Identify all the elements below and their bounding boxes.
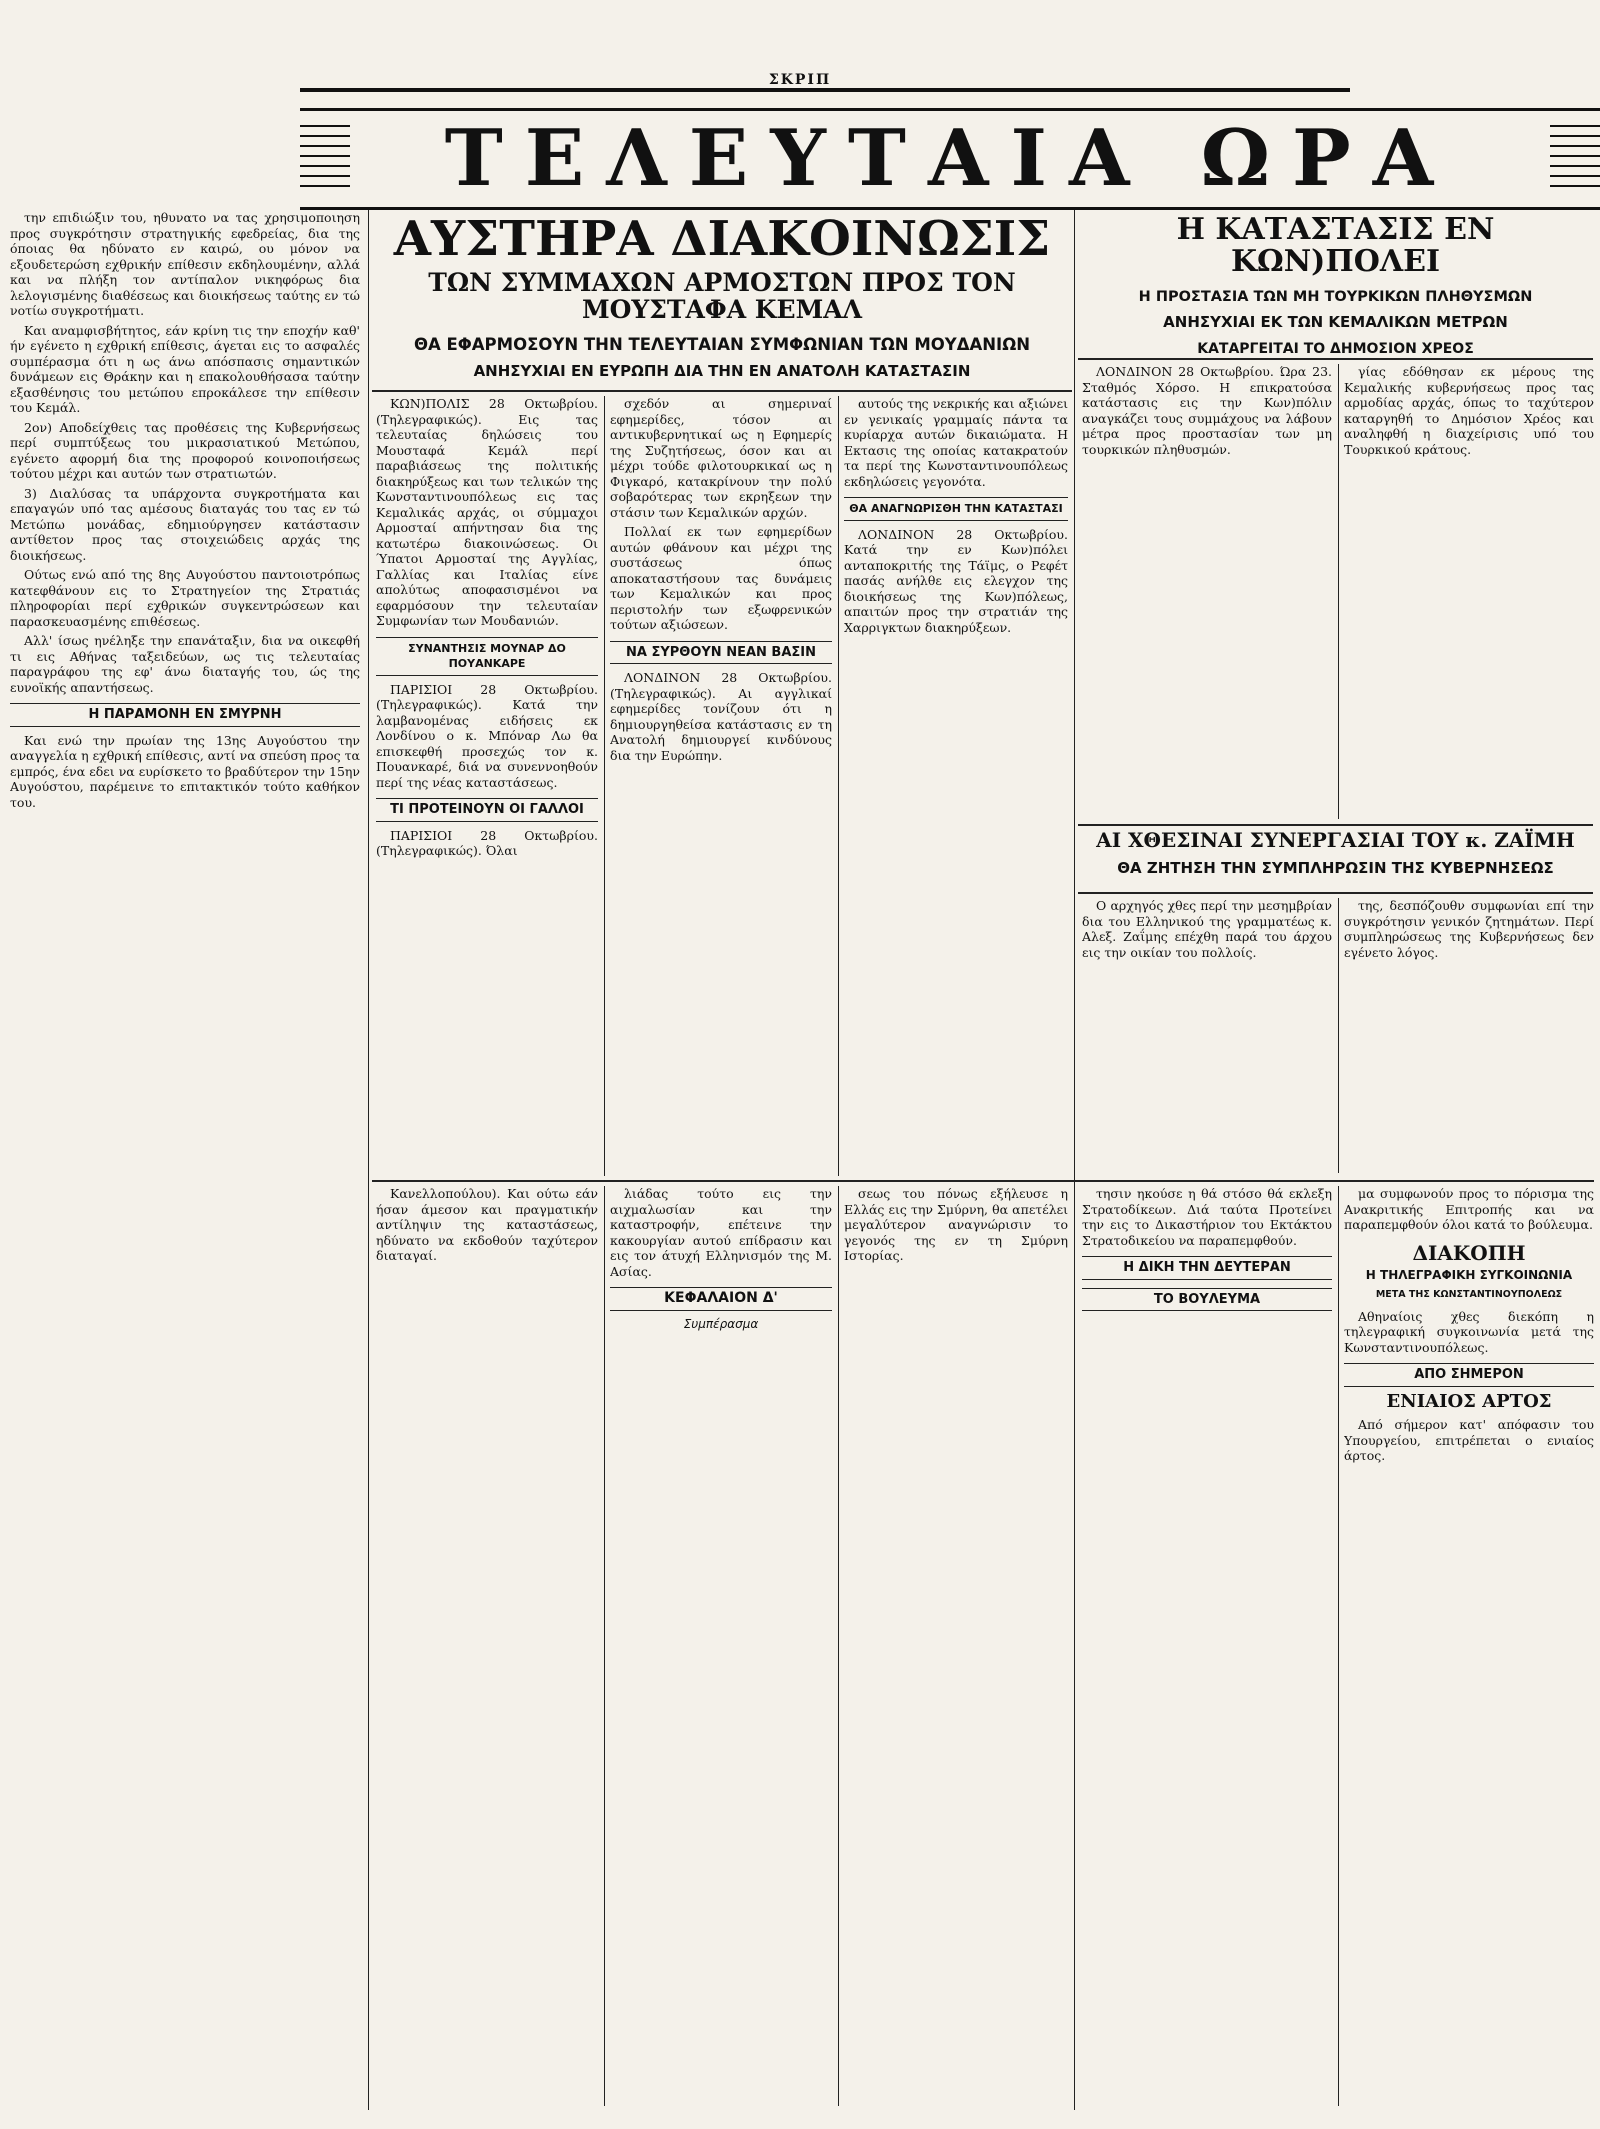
main-subhead-2: ΑΝΗΣΥΧΙΑΙ ΕΝ ΕΥΡΩΠΗ ΔΙΑ ΤΗΝ ΕΝ ΑΝΑΤΟΛΗ ΚΑΤΑΣΤΑΣΙΝ (473, 361, 971, 380)
main-subhead-1: ΘΑ ΕΦΑΡΜΟΣΟΥΝ ΤΗΝ ΤΕΛΕΥΤΑΙΑΝ ΣΥΜΦΩΝΙΑΝ ΤΩΝ ΜΟΥΔΑΝΙΩΝ (413, 334, 1031, 354)
lower-col-i-heading: Η ΔΙΚΗ ΤΗΝ ΔΕΥΤΕΡΑΝ (1082, 1256, 1332, 1280)
right-col-e (1344, 364, 1594, 819)
left-paragraph-1: Και αναμφισβήτητος, εάν κρίνη τις την εποχήν καθ' ήν εγένετο η εχθρική επίθεσις, άγεται εις το ασφαλές συμπέρασμα ότι η ως άνω απόσπασις σημαντικών δυνάμεων εις Θράκην και η επακολουθήσασα ταύτην εξασθένησις του μετώπου επροκάλεσε την επίθεσιν του Κεμάλ. (10, 322, 360, 415)
column-rule (838, 1186, 839, 2106)
right-headline-block (1078, 210, 1593, 355)
right-headline-2-sub: ΘΑ ΖΗΤΗΣΗ ΤΗΝ ΣΥΜΠΛΗΡΩΣΙΝ ΤΗΣ ΚΥΒΕΡΝΗΣΕΩΣ (1117, 859, 1554, 877)
top-label: ΣΚΡΙΠ (768, 72, 832, 88)
main-col-b-text-2: Πολλαί εκ των εφημερίδων αυτών φθάνουν και μέχρι της συστάσεως όπως αποκαταστήσουν τας δυνάμεις των Κεμαλικών και προς περιστολήν των εξωφρενικών τούτων αξιώσεων. (610, 524, 832, 632)
main-col-a-text-2: ΠΑΡΙΣΙΟΙ 28 Οκτωβρίου. (Τηλεγραφικώς). Κατά την λαμβανομένας ειδήσεις εκ Λονδίνου ο κ. Μπόναρ Λω θα επισκεφθή προσεχώς τον κ. Πουανκαρέ, διά να συνεννοηθούν περί της νέας καταστάσεως. (376, 681, 598, 790)
lower-col-j-heading-5: ΕΝΙΑΙΟΣ ΑΡΤΟΣ (1386, 1390, 1552, 1412)
main-col-a-heading-2: ΤΙ ΠΡΟΤΕΙΝΟΥΝ ΟΙ ΓΑΛΛΟΙ (376, 798, 598, 822)
left-paragraph-5: Αλλ' ίσως ηνέληξε την επανάταξιν, δια να οικεφθή τι εις Αθήνας ταξειδεύων, ως τις τελευταίας παραγράφου της εφ' άνω διαταγής του, ώς της ευνοϊκής απαντήσεως. (10, 633, 360, 695)
left-section-heading: Η ΠΑΡΑΜΟΝΗ ΕΝ ΣΜΥΡΝΗ (10, 703, 360, 727)
right-section-rule (1078, 824, 1593, 826)
lower-col-j-text-3: Από σήμερον κατ' απόφασιν του Υπουργείου, επιτρέπεται ο ενιαίος άρτος. (1344, 1417, 1594, 1464)
main-col-b (610, 396, 832, 1176)
lower-col-i-heading-2: ΤΟ ΒΟΥΛΕΥΜΑ (1082, 1288, 1332, 1312)
left-paragraph-4: Ούτως ενώ από της 8ης Αυγούστου παντοιοτρόπως κατεφθάνουν εις το Στρατηγείον της Στρατιάς πληροφορίαι περί εχθρικών συγκεντρώσεων και παρασκευασμένης επιθέσεως. (10, 567, 360, 629)
masthead-ornament-right (1550, 117, 1600, 201)
right-col-e2 (1344, 898, 1594, 1173)
main-col-a-text: ΚΩΝ)ΠΟΛΙΣ 28 Οκτωβρίου. (Τηλεγραφικώς). Εις τας τελευταίας δηλώσεις του Μουσταφά Κεμάλ περί παραβιάσεως της πολιτικής διακηρύξεως και των τελικών της Κωνσταντινουπόλεως εις τας Κεμαλικάς αρχάς, οι σύμμαχοι Αρμοσταί απήντησαν δια της κατωτέρω διακοινώσεως. Οι Ύπατοι Αρμοσταί της Αγγλίας, Γαλλίας και Ιταλίας είνε απολύτως αποφασισμένοι να εφαρμόσουν την τελευταίαν Συμφωνίαν των Μουδανιών. (376, 396, 598, 628)
masthead (300, 108, 1600, 210)
right-col-d2-text: Ο αρχηγός χθες περί την μεσημβρίαν δια του Ελληνικού της γραμματέως κ. Αλεξ. Ζαΐμης επέχθη παρά του άρχου εις την οικίαν του πολλοίς. (1082, 898, 1332, 960)
right-col-e2-text: της, δεσπόζουθν συμφωνίαι επί την συγκρότησιν γενικόν ζητημάτων. Περί συμπληρώσεως της Κυβερνήσεως δεν εγένετο λόγος. (1344, 898, 1594, 960)
main-col-a-text-3: ΠΑΡΙΣΙΟΙ 28 Οκτωβρίου. (Τηλεγραφικώς). Όλαι (376, 827, 598, 858)
main-col-a-heading: ΣΥΝΑΝΤΗΣΙΣ ΜΟΥΝΑΡ ΔΟ ΠΟΥΑΝΚΑΡΕ (376, 637, 598, 676)
right-subhead-1: Η ΠΡΟΣΤΑΣΙΑ ΤΩΝ ΜΗ ΤΟΥΡΚΙΚΩΝ ΠΛΗΘΥΣΜΩΝ (1138, 289, 1533, 305)
main-headline-rule (372, 390, 1072, 392)
lower-col-j-text: μα συμφωνούν προς το πόρισμα της Ανακριτικής Επιτροπής και να παραπεμφθούν όλοι κατά το βούλευμα. (1344, 1186, 1594, 1232)
lower-col-i (1082, 1186, 1332, 2106)
top-rule (300, 88, 1350, 92)
column-rule (368, 210, 369, 2110)
left-paragraph-3: 3) Διαλύσας τα υπάρχοντα συγκροτήματα και επαγαγών υπό τας αμέσους διαταγάς του τας εν τώ Μετώπω μονάδας, εδημιούργησεν κατάστασιν αντίθετον προς τας στοιχειώδεις αρχάς της διοικήσεως. (10, 485, 360, 563)
lower-col-j-heading-4: ΑΠΟ ΣΗΜΕΡΟΝ (1344, 1363, 1594, 1387)
lower-col-g-text: λιάδας τούτο εις την αιχμαλωσίαν και την καταστροφήν, επέτεινε την κακουργίαν αυτού επίδρασιν και εις τον άτυχή Ελληνισμόν της Μ. Ασίας. (610, 1186, 832, 1279)
main-col-c-heading: ΘΑ ΑΝΑΓΝΩΡΙΣΘΗ ΤΗΝ ΚΑΤΑΣΤΑΣΙ (844, 497, 1068, 521)
column-rule (838, 396, 839, 1176)
right-headline-2: ΑΙ ΧΘΕΣΙΝΑΙ ΣΥΝΕΡΓΑΣΙΑΙ ΤΟΥ κ. ΖΑΪΜΗ (1096, 828, 1575, 852)
main-col-c (844, 396, 1068, 1176)
lower-col-i-text: τησιν ηκούσε η θά στόσο θά εκλεξη Στρατοδίκεων. Διά ταύτα Προτείνει την εις το Δικαστήριον του Εκτάκτου Στρατοδικείου να παραπεμφθούν. (1082, 1186, 1332, 1248)
lower-col-h (844, 1186, 1068, 2106)
left-intro: την επιδιώξιν του, ηθυνατο να τας χρησιμοποιηση προς συγκρότησιν στρατηγικής εφεδρείας, δια της όποιας θα ηδύνατο εν καιρώ, ου μόνον να εξουδετερώση εχθρικήν επίθεσιν εκδηλουμένην, αλλά και να πλήξη τον αντίπαλον νικηφόρως δια λελογισμένης διαθέσεως και διοικήσεως ταύτης εν τώ νοτίω συγκροτήματι. (10, 210, 360, 318)
column-rule (1338, 898, 1339, 1173)
lower-col-f-text: Κανελλοπούλου). Και ούτω εάν ήσαν άμεσον και πραγματικήν αντίληψιν της καταστάσεως, ηδύνατο να εκδοθούν ταχύτερον διαταγαί. (376, 1186, 598, 1263)
right-headline-2-rule (1078, 892, 1593, 894)
main-headline: ΑΥΣΤΗΡΑ ΔΙΑΚΟΙΝΩΣΙΣ (393, 211, 1051, 267)
column-rule (1338, 1186, 1339, 2106)
right-headline-2-block (1078, 830, 1593, 890)
lower-col-j (1344, 1186, 1594, 2106)
main-col-c-text-2: ΛΟΝΔΙΝΟΝ 28 Οκτωβρίου. Κατά την εν Κων)πόλει ανταποκριτής της Τάϊμς, ο Ρεφέτ πασάς ανήλθε εις ελεγχον της διοικήσεως της Κων)πόλεως, απαιτών προς την στρατιάν της Χαρριγκτων διακηρύξεων. (844, 526, 1068, 635)
lower-col-j-heading: ΔΙΑΚΟΠΗ (1412, 1240, 1526, 1265)
right-subhead-3: ΚΑΤΑΡΓΕΙΤΑΙ ΤΟ ΔΗΜΟΣΙΟΝ ΧΡΕΟΣ (1197, 341, 1474, 357)
right-col-e-text: γίας εδόθησαν εκ μέρους της Κεμαλικής κυβερνήσεως προς τας αρμοδίας αρχάς, όπως το ταχύτερον καταργηθή το Δημόσιον Χρέος και αναληφθή η διαχείρισις υπό του Τουρκικού κράτους. (1344, 364, 1594, 457)
left-paragraph-6: Και ενώ την πρωίαν της 13ης Αυγούστου την αναγγελία η εχθρική επίθεσις, αντί να σπεύση προς τα εμπρός, ένα εδει να ευρίσκετο το βραδύτερον την 15ην Αυγούστου, παρέμεινε το επιτακτικόν τούτο καθήκον του. (10, 732, 360, 810)
right-subhead-2: ΑΝΗΣΥΧΙΑΙ ΕΚ ΤΩΝ ΚΕΜΑΛΙΚΩΝ ΜΕΤΡΩΝ (1163, 313, 1508, 331)
masthead-ornament-left (300, 117, 350, 201)
right-col-d (1082, 364, 1332, 819)
main-headline-block (372, 210, 1072, 385)
lower-col-j-text-2: Αθηναίοις χθες διεκόπη η τηλεγραφική συγκοινωνία μετά της Κωνσταντινουπόλεως. (1344, 1308, 1594, 1355)
lower-col-g-subheading: Συμπέρασμα (683, 1316, 759, 1331)
right-headline: Η ΚΑΤΑΣΤΑΣΙΣ ΕΝ ΚΩΝ)ΠΟΛΕΙ (1176, 212, 1495, 279)
lower-col-j-heading-2: Η ΤΗΛΕΓΡΑΦΙΚΗ ΣΥΓΚΟΙΝΩΝΙΑ (1365, 1267, 1573, 1282)
masthead-title: ΤΕΛΕΥΤΑΙΑ ΩΡΑ (444, 113, 1456, 204)
main-col-a (376, 396, 598, 1176)
main-col-b-heading: ΝΑ ΣΥΡΘΟΥΝ ΝΕΑΝ ΒΑΣΙΝ (610, 641, 832, 665)
column-rule (1338, 364, 1339, 819)
lower-col-g (610, 1186, 832, 2106)
main-col-c-text: αυτούς της νεκρικής και αξιώνει εν γενικαίς γραμμαίς πάντα τα κυρίαρχα αυτών δικαιώματα. Η Εκτασις της οποίας κατακρατούν τα περί της Κωνσταντινουπόλεως εκδηλώσεις γεγονότα. (844, 396, 1068, 489)
main-col-b-text: σχεδόν αι σημεριναί εφημερίδες, τόσον αι αντικυβερνητικαί ως η Εφημερίς της Συζητήσεως, όσον και αι μέχρι τούδε φιλοτουρκικαί ως η Φιγκαρό, κατακρίνουν την πολύ σοβαρότερας των εκρηξεων την στάσιν των Κεμαλικών αρχών. (610, 396, 832, 520)
column-rule (604, 396, 605, 1176)
column-rule (1074, 210, 1075, 2110)
left-column (10, 210, 360, 2110)
lower-col-j-heading-3: ΜΕΤΑ ΤΗΣ ΚΩΝΣΤΑΝΤΙΝΟΥΠΟΛΕΩΣ (1375, 1289, 1563, 1300)
main-col-b-text-3: ΛΟΝΔΙΝΟΝ 28 Οκτωβρίου. (Τηλεγραφικώς). Αι αγγλικαί εφημερίδες τονίζουν ότι η δημιουργηθείσα κατάστασις εν τη Ανατολή δημιουργεί κινδύνους δια την Ευρώπην. (610, 670, 832, 763)
main-headline-2: ΤΩΝ ΣΥΜΜΑΧΩΝ ΑΡΜΟΣΤΩΝ ΠΡΟΣ ΤΟΝ ΜΟΥΣΤΑΦΑ ΚΕΜΑΛ (428, 268, 1016, 324)
right-headline-rule (1078, 358, 1593, 360)
lower-col-f (376, 1186, 598, 2106)
lower-col-h-text: σεως του πόνως εξήλευσε η Ελλάς εις την Σμύρνη, θα απετέλει μεγαλύτερον αναγνώρισιν το γεγονός της εν τη Σμύρνη Ιστορίας. (844, 1186, 1068, 1263)
lower-section-rule (372, 1180, 1594, 1182)
lower-col-g-heading: ΚΕΦΑΛΑΙΟΝ Δ' (610, 1287, 832, 1311)
left-paragraph-2: 2ον) Αποδείχθεις τας προθέσεις της Κυβερνήσεως περί συμπτύξεως του μικρασιατικού Μετώπου, εγένετο αφορμή δια της προφορού κοινοποιήσεως τούτου μέχρι και αυτών των στρατιωτών. (10, 419, 360, 481)
right-col-d-text: ΛΟΝΔΙΝΟΝ 28 Οκτωβρίου. Ώρα 23. Σταθμός Χόρσο. Η επικρατούσα κατάστασις εις την Κων)πόλιν αναγκάζει τους συμμάχους να λάβουν μέτρα προς προστασίαν των μη τουρκικών πληθυσμών. (1082, 364, 1332, 457)
right-col-d2 (1082, 898, 1332, 1173)
column-rule (604, 1186, 605, 2106)
